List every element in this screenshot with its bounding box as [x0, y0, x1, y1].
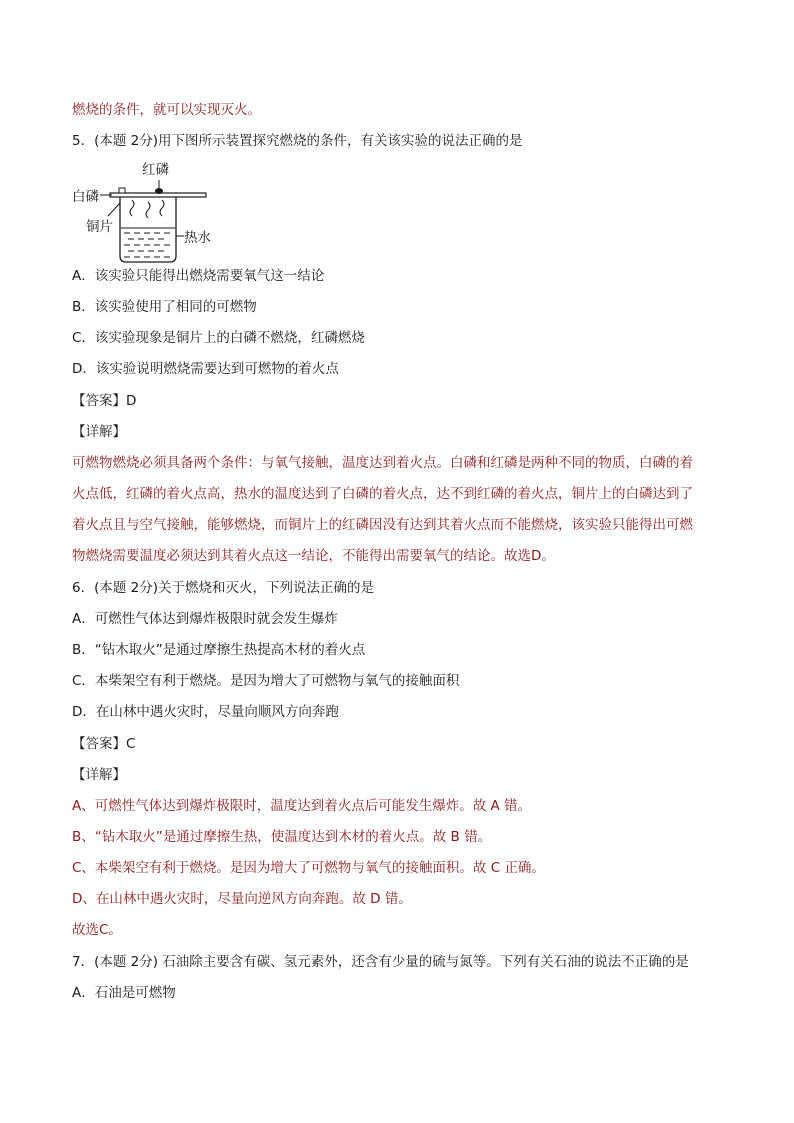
question-5-option-a: A．该实验只能得出燃烧需要氧气这一结论: [72, 268, 325, 284]
question-6-explanation-line: A、可燃性气体达到爆炸极限时，温度达到着火点后可能发生爆炸。故 A 错。: [72, 798, 532, 814]
question-6-detail-label: 【详解】: [72, 767, 126, 783]
previous-explanation-tail: 燃烧的条件，就可以实现灭火。: [72, 102, 261, 118]
question-5-explanation-line: 可燃物燃烧必须具备两个条件：与氧气接触，温度达到着火点。白磷和红磷是两种不同的物质，白磷的着: [72, 455, 693, 471]
question-5-option-b: B．该实验使用了相同的可燃物: [72, 299, 257, 315]
question-5-stem: 5．(本题 2分)用下图所示装置探究燃烧的条件，有关该实验的说法正确的是: [72, 133, 523, 149]
question-6-option-c: C．本柴架空有利于燃烧。是因为增大了可燃物与氧气的接触面积: [72, 673, 460, 689]
question-6-explanation-line: D、在山林中遇火灾时，尽量向逆风方向奔跑。故 D 错。: [72, 891, 412, 907]
question-6-explanation-line: C、本柴架空有利于燃烧。是因为增大了可燃物与氧气的接触面积。故 C 正确。: [72, 860, 545, 876]
question-5-option-d: D．该实验说明燃烧需要达到可燃物的着火点: [72, 361, 339, 377]
question-6-option-a: A．可燃性气体达到爆炸极限时就会发生爆炸: [72, 611, 338, 627]
question-5-detail-label: 【详解】: [72, 424, 126, 440]
question-6-conclusion: 故选C。: [72, 922, 122, 938]
question-6-stem: 6．(本题 2分)关于燃烧和灭火，下列说法正确的是: [72, 580, 375, 596]
question-5-explanation-line: 火点低，红磷的着火点高，热水的温度达到了白磷的着火点，达不到红磷的着火点，铜片上的白磷达到了: [72, 486, 693, 502]
question-6-explanation-line: B、“钻木取火”是通过摩擦生热，使温度达到木材的着火点。故 B 错。: [72, 829, 492, 845]
combustion-apparatus-figure: [72, 158, 232, 268]
label-red-phosphorus: 红磷: [142, 162, 169, 178]
question-7-option-a: A．石油是可燃物: [72, 985, 176, 1001]
question-5-explanation-line: 物燃烧需要温度必须达到其着火点这一结论，不能得出需要氧气的结论。故选D。: [72, 548, 555, 564]
question-6-option-b: B．“钻木取火”是通过摩擦生热提高木材的着火点: [72, 642, 366, 658]
question-5-option-c: C．该实验现象是铜片上的白磷不燃烧，红磷燃烧: [72, 330, 365, 346]
question-5-explanation-line: 着火点且与空气接触，能够燃烧，而铜片上的红磷因没有达到其着火点而不能燃烧，该实验只能得出可燃: [72, 517, 693, 533]
label-white-phosphorus: 白磷: [72, 189, 99, 205]
label-hot-water: 热水: [184, 230, 211, 246]
question-6-answer: 【答案】C: [72, 736, 136, 752]
question-5-answer: 【答案】D: [72, 393, 137, 409]
label-copper-sheet: 铜片: [86, 219, 113, 235]
question-7-stem: 7．(本题 2分) 石油除主要含有碳、氢元素外，还含有少量的硫与氮等。下列有关石油的说法不正确的是: [72, 954, 689, 970]
question-6-option-d: D．在山林中遇火灾时，尽量向顺风方向奔跑: [72, 704, 339, 720]
